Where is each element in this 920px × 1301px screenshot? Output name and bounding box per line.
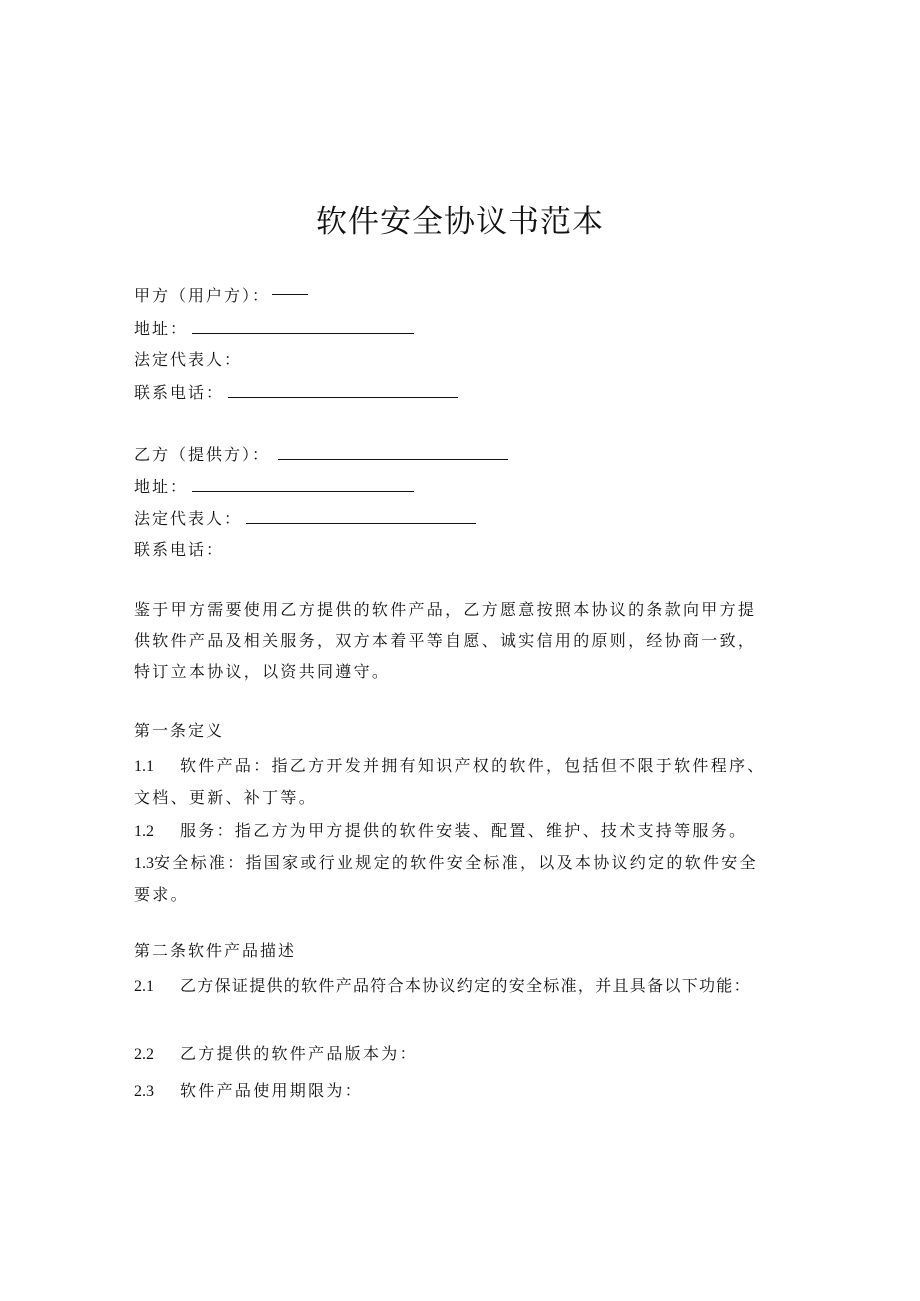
item-text: 安全标准：指国家或行业规定的软件安全标准，以及本协议约定的软件安全要求。 [134,853,758,904]
item-number: 1.3 [134,855,154,872]
party-a-address-line [134,317,414,340]
party-a-dash [272,294,308,295]
preamble-paragraph: 鉴于甲方需要使用乙方提供的软件产品，乙方愿意按照本协议的条款向甲方提供软件产品及相关服务，双方本着平等自愿、诚实信用的原则，经协商一致，特订立本协议，以资共同遵守。 [134,600,757,681]
item-number: 1.2 [134,823,154,840]
party-a-rep-label: 法定代表人： [134,350,243,369]
party-b-rep-line [134,507,476,530]
item-number: 2.1 [134,978,154,995]
party-b-phone-label: 联系电话： [134,540,225,559]
item-text: 乙方提供的软件产品版本为： [180,1044,418,1063]
article2-item-1 [134,970,774,1002]
item-number: 1.1 [134,758,154,775]
party-b-rep-label: 法定代表人： [134,509,243,528]
article1-item-2 [134,815,774,847]
party-b-address-blank[interactable] [192,475,414,492]
item-number: 2.3 [134,1083,154,1100]
document-title: 软件安全协议书范本 [316,204,604,240]
article2-item-2 [134,1038,774,1070]
party-b-address-label: 地址： [134,477,189,496]
item-text: 软件产品：指乙方开发并拥有知识产权的软件，包括但不限于软件程序、文档、更新、补丁等。 [134,756,766,807]
party-a-label: 甲方（用户方）： [134,286,271,305]
party-a-phone-line [134,381,458,404]
article2-heading: 第二条软件产品描述 [134,941,297,960]
party-a-line [134,285,308,307]
article1-heading: 第一条定义 [134,721,225,740]
article1-item-1 [134,750,774,813]
article2-item-3 [134,1075,774,1107]
party-b-line [134,443,508,466]
party-b-phone-line [134,539,224,561]
party-a-phone-blank[interactable] [228,381,458,398]
party-a-rep-line [134,349,242,371]
item-text: 乙方保证提供的软件产品符合本协议约定的安全标准，并且具备以下功能： [180,976,751,995]
item-text: 服务：指乙方为甲方提供的软件安装、配置、维护、技术支持等服务。 [180,821,748,840]
party-a-address-label: 地址： [134,319,189,338]
party-a-phone-label: 联系电话： [134,383,225,402]
party-b-blank[interactable] [278,443,508,460]
party-a-address-blank[interactable] [192,317,414,334]
party-b-rep-blank[interactable] [246,507,476,524]
party-b-address-line [134,475,414,498]
party-b-label: 乙方（提供方）： [134,445,271,464]
article1-item-3 [134,847,774,910]
item-text: 软件产品使用期限为： [180,1081,364,1100]
item-number: 2.2 [134,1046,154,1063]
